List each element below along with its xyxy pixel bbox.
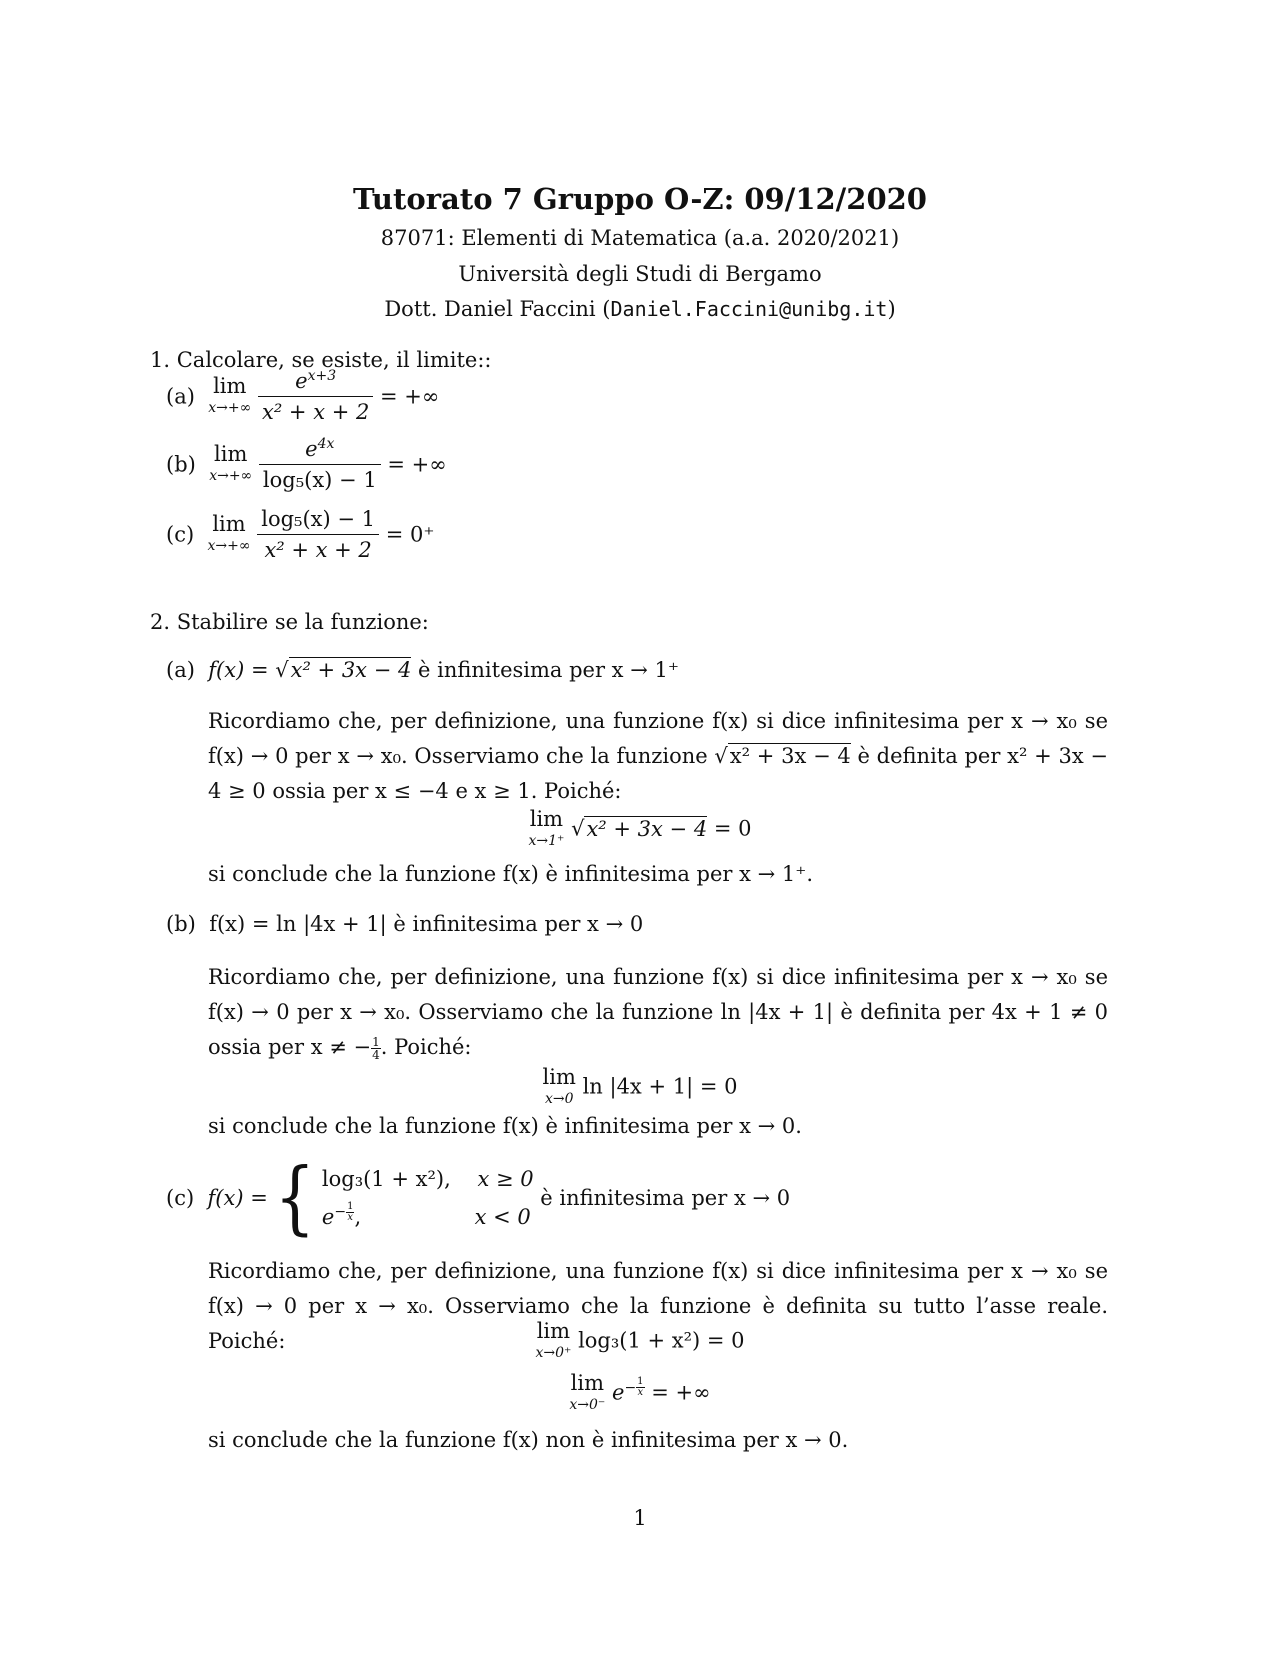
university-line: Università degli Studi di Bergamo [458,262,822,286]
ex2c-statement: (c) f(x) = { log₃(1 + x²), x ≥ 0 $e^{- \frac{1}{x}}$ , x < 0 è infinitesima per x → 0 [166,1151,791,1245]
ex1-item-label: (a) [166,384,195,409]
ex2-prompt-text: Stabilire se la funzione: [176,610,429,634]
ex1-number: 1. [150,348,171,372]
limit-operator: lim x→+∞ [209,441,253,484]
author-email[interactable]: Daniel.Faccini@unibg.it [610,297,888,321]
piecewise-cases: log₃(1 + x²), x ≥ 0 $e^{- \frac{1}{x}}$ , x < 0 [321,1167,534,1229]
ex2c-limit-2: lim x→0⁻ $e^{- \frac{1}{x}}$ = +∞ [569,1371,711,1413]
ex2a-conclusion: si conclude che la funzione f(x) è infinitesima per x → 1⁺. [208,862,814,886]
ex2b-conclusion: si conclude che la funzione f(x) è infinitesima per x → 0. [208,1114,802,1138]
left-brace: { [274,1151,316,1245]
limit-operator: lim x→+∞ [208,373,252,416]
ex1-item-label: (b) [166,452,196,477]
author-line: Dott. Daniel Faccini (Daniel.Faccini@unibg.it) [384,297,896,321]
author-name: Dott. Daniel Faccini [384,297,596,321]
ex1-prompt-text: Calcolare, se esiste, il limite:: [176,348,492,372]
ex2c-explanation: Ricordiamo che, per definizione, una funzione f(x) si dice infinitesima per x → x₀ se f(x) → 0 per x → x₀. Osserviamo che la funzione è definita su tutto l’asse reale. Poiché: [208,1259,1108,1353]
limit-result: = +∞ [380,384,440,409]
ex2c-limit-1: lim x→0⁺ log₃(1 + x²) = 0 [535,1319,745,1361]
limit-operator: lim x→+∞ [207,511,251,554]
ex2a-statement: (a) f(x) = √x² + 3x − 4 è infinitesima per x → 1⁺ [166,658,679,682]
ex1-item-a [166,368,439,438]
limit-result: = +∞ [387,452,447,477]
ex1-item-c [166,506,434,576]
document-title: Tutorato 7 Gruppo O-Z: 09/12/2020 [353,182,927,216]
ex2c-conclusion: si conclude che la funzione f(x) non è infinitesima per x → 0. [208,1428,849,1452]
ex2-number: 2. [150,610,171,634]
ex2a-limit: lim x→1⁺ √x² + 3x − 4 = 0 [528,807,752,849]
ex1-item-b [166,436,447,506]
fraction: $\frac{\text{log₅(x) − 1}}{\text{x² + x + 2}}$ [257,506,379,563]
fraction: $\frac{e^{x+3}}{\text{x² + x + 2}}$ [258,368,373,425]
ex1-item-label: (c) [166,522,195,547]
ex2b-statement: (b) f(x) = ln |4x + 1| è infinitesima per x → 0 [166,912,644,936]
limit-result: = 0⁺ [385,522,435,547]
ex2b-limit: lim x→0 ln |4x + 1| = 0 [542,1065,738,1107]
ex2a-explanation: Ricordiamo che, per definizione, una funzione f(x) si dice infinitesima per x → x₀ se f(x) → 0 per x → x₀. Osserviamo che la funzione √x² + 3x − 4 è definita per x² + 3x − 4 ≥ 0 ossia per x ≤ −4 e x ≥ 1. Poiché: [208,709,1109,803]
ex2b-explanation: Ricordiamo che, per definizione, una funzione f(x) si dice infinitesima per x → x₀ se f(x) → 0 per x → x₀. Osserviamo che la funzione ln |4x + 1| è definita per 4x + 1 ≠ 0 ossia per x ≠ − $\frac{1}{4}$ . Poiché: [208,965,1108,1062]
fraction: $\frac{e^{4x}}{\text{log₅(x) − 1}}$ [259,436,381,493]
ex2-prompt [150,608,429,636]
page-number: 1 [633,1506,647,1530]
course-line: 87071: Elementi di Matematica (a.a. 2020/2021) [380,226,900,250]
